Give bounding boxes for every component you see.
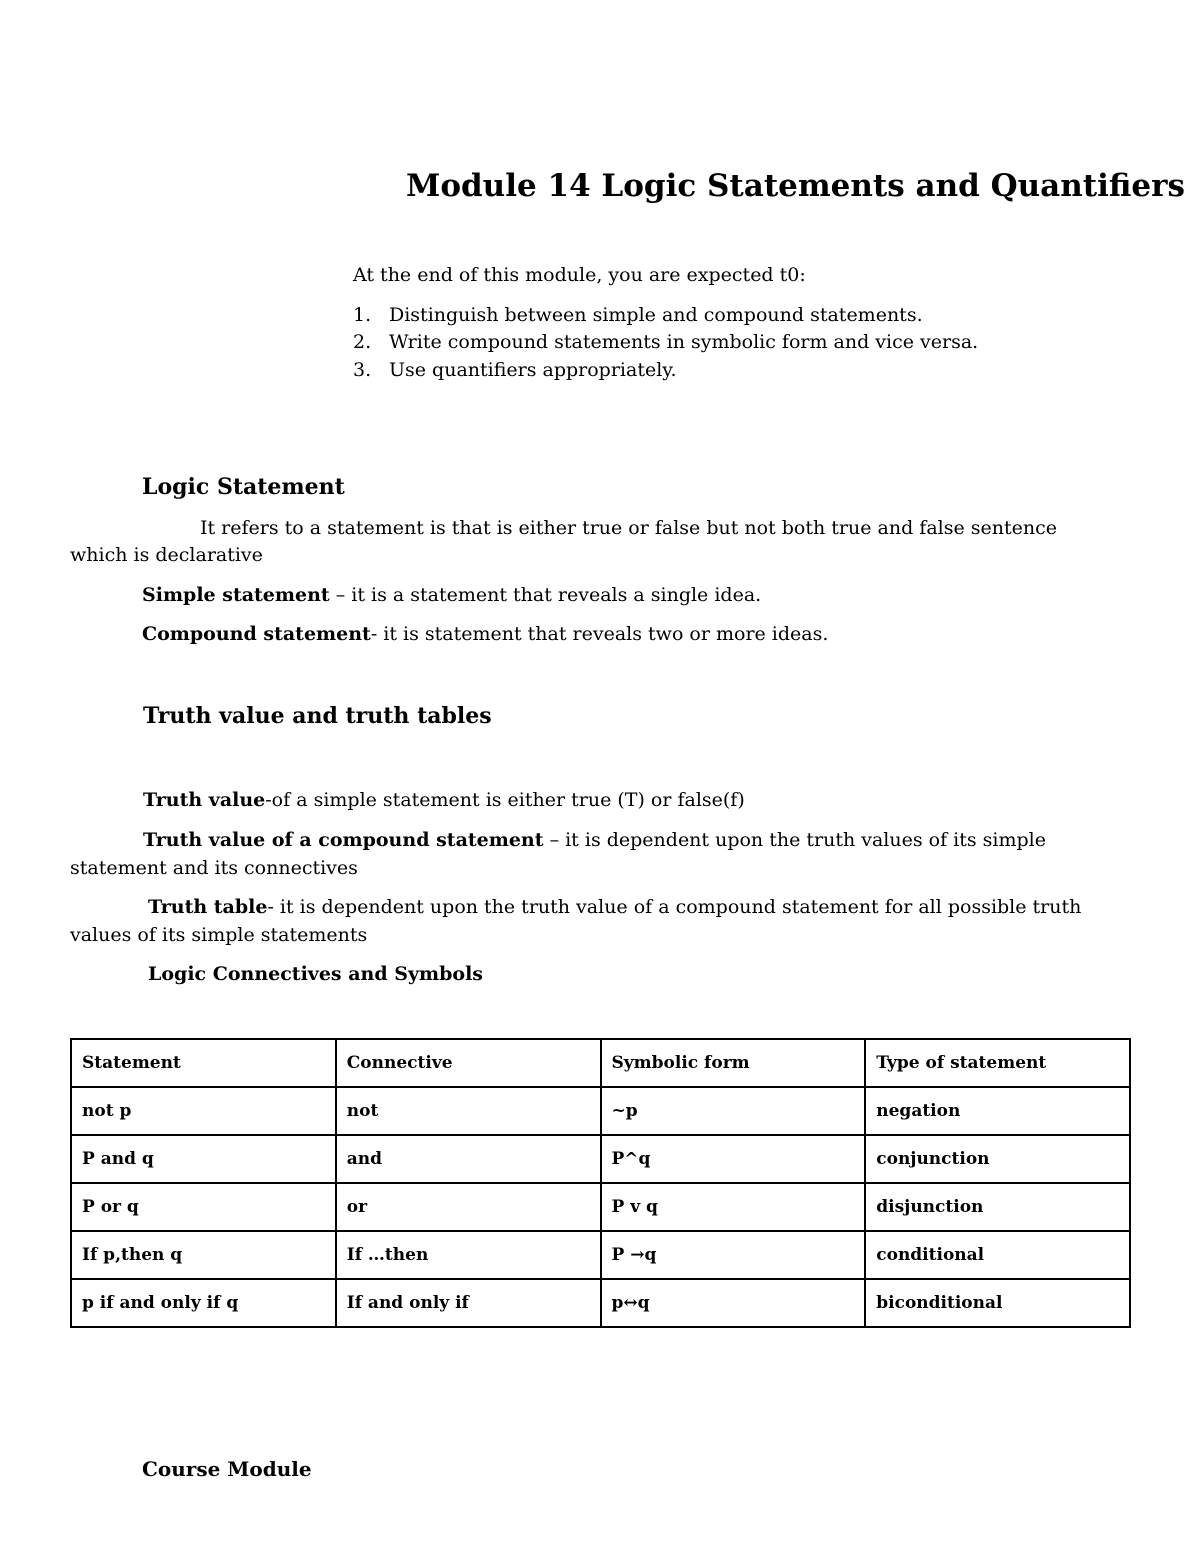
compound-statement-term: Compound statement	[142, 623, 371, 645]
table-header-cell: Statement	[71, 1039, 336, 1087]
definition-line-2: which is declarative	[70, 544, 263, 566]
table-cell: not p	[71, 1087, 336, 1135]
table-cell: If and only if	[336, 1279, 601, 1327]
table-cell: P and q	[71, 1135, 336, 1183]
truth-table-term: Truth table	[148, 896, 268, 918]
connectives-table	[70, 1038, 1131, 1328]
table-row	[71, 1135, 1130, 1183]
table-row	[71, 1183, 1130, 1231]
definition-line-1: It refers to a statement is that is either true or false but not both true and false sentence	[200, 517, 1057, 539]
compound-truth-term: Truth value of a compound statement	[143, 829, 544, 851]
table-cell: P v q	[601, 1183, 866, 1231]
objective-number: 1.	[353, 304, 372, 326]
table-cell: p if and only if q	[71, 1279, 336, 1327]
table-cell: conditional	[865, 1231, 1130, 1279]
table-row	[71, 1087, 1130, 1135]
table-header-row	[71, 1039, 1130, 1087]
table-cell: biconditional	[865, 1279, 1130, 1327]
objective-item	[353, 359, 677, 381]
table-cell: and	[336, 1135, 601, 1183]
compound-truth-definition	[143, 829, 1046, 851]
objective-item	[353, 304, 923, 326]
page-title: Module 14 Logic Statements and Quantifiers	[406, 168, 1185, 204]
table-row	[71, 1279, 1130, 1327]
table-cell: p↔q	[601, 1279, 866, 1327]
connectives-heading: Logic Connectives and Symbols	[148, 963, 483, 985]
truth-heading: Truth value and truth tables	[143, 703, 492, 729]
simple-statement-term: Simple statement	[142, 584, 330, 606]
table-row	[71, 1231, 1130, 1279]
table-cell: P →q	[601, 1231, 866, 1279]
objective-text: Distinguish between simple and compound statements.	[389, 304, 923, 326]
table-cell: negation	[865, 1087, 1130, 1135]
intro-text: At the end of this module, you are expected t0:	[353, 264, 806, 286]
compound-truth-text: – it is dependent upon the truth values of its simple	[543, 829, 1046, 851]
table-header-cell: Connective	[336, 1039, 601, 1087]
truth-value-text: -of a simple statement is either true (T) or false(f)	[265, 789, 745, 811]
table-cell: not	[336, 1087, 601, 1135]
simple-statement-definition	[142, 584, 761, 606]
truth-table-line-2: values of its simple statements	[70, 924, 368, 946]
table-cell: If p,then q	[71, 1231, 336, 1279]
table-cell: disjunction	[865, 1183, 1130, 1231]
objective-number: 3.	[353, 359, 372, 381]
compound-truth-line-2: statement and its connectives	[70, 857, 358, 879]
table-header-cell: Type of statement	[865, 1039, 1130, 1087]
footer-label: Course Module	[142, 1457, 312, 1481]
compound-statement-definition	[142, 623, 828, 645]
table-cell: or	[336, 1183, 601, 1231]
simple-statement-text: – it is a statement that reveals a single idea.	[329, 584, 762, 606]
truth-value-term: Truth value	[143, 789, 266, 811]
table-cell: P or q	[71, 1183, 336, 1231]
table-cell: P^q	[601, 1135, 866, 1183]
table-cell: ~p	[601, 1087, 866, 1135]
truth-value-definition	[143, 789, 745, 811]
objective-text: Use quantifiers appropriately.	[389, 359, 677, 381]
compound-statement-text: - it is statement that reveals two or more ideas.	[370, 623, 829, 645]
truth-table-text: - it is dependent upon the truth value of a compound statement for all possible truth	[267, 896, 1082, 918]
logic-statement-heading: Logic Statement	[142, 474, 345, 500]
truth-table-definition	[148, 896, 1081, 918]
objective-number: 2.	[353, 331, 372, 353]
objective-text: Write compound statements in symbolic form and vice versa.	[389, 331, 979, 353]
table-cell: If …then	[336, 1231, 601, 1279]
objective-item	[353, 331, 978, 353]
table-header-cell: Symbolic form	[601, 1039, 866, 1087]
table-cell: conjunction	[865, 1135, 1130, 1183]
